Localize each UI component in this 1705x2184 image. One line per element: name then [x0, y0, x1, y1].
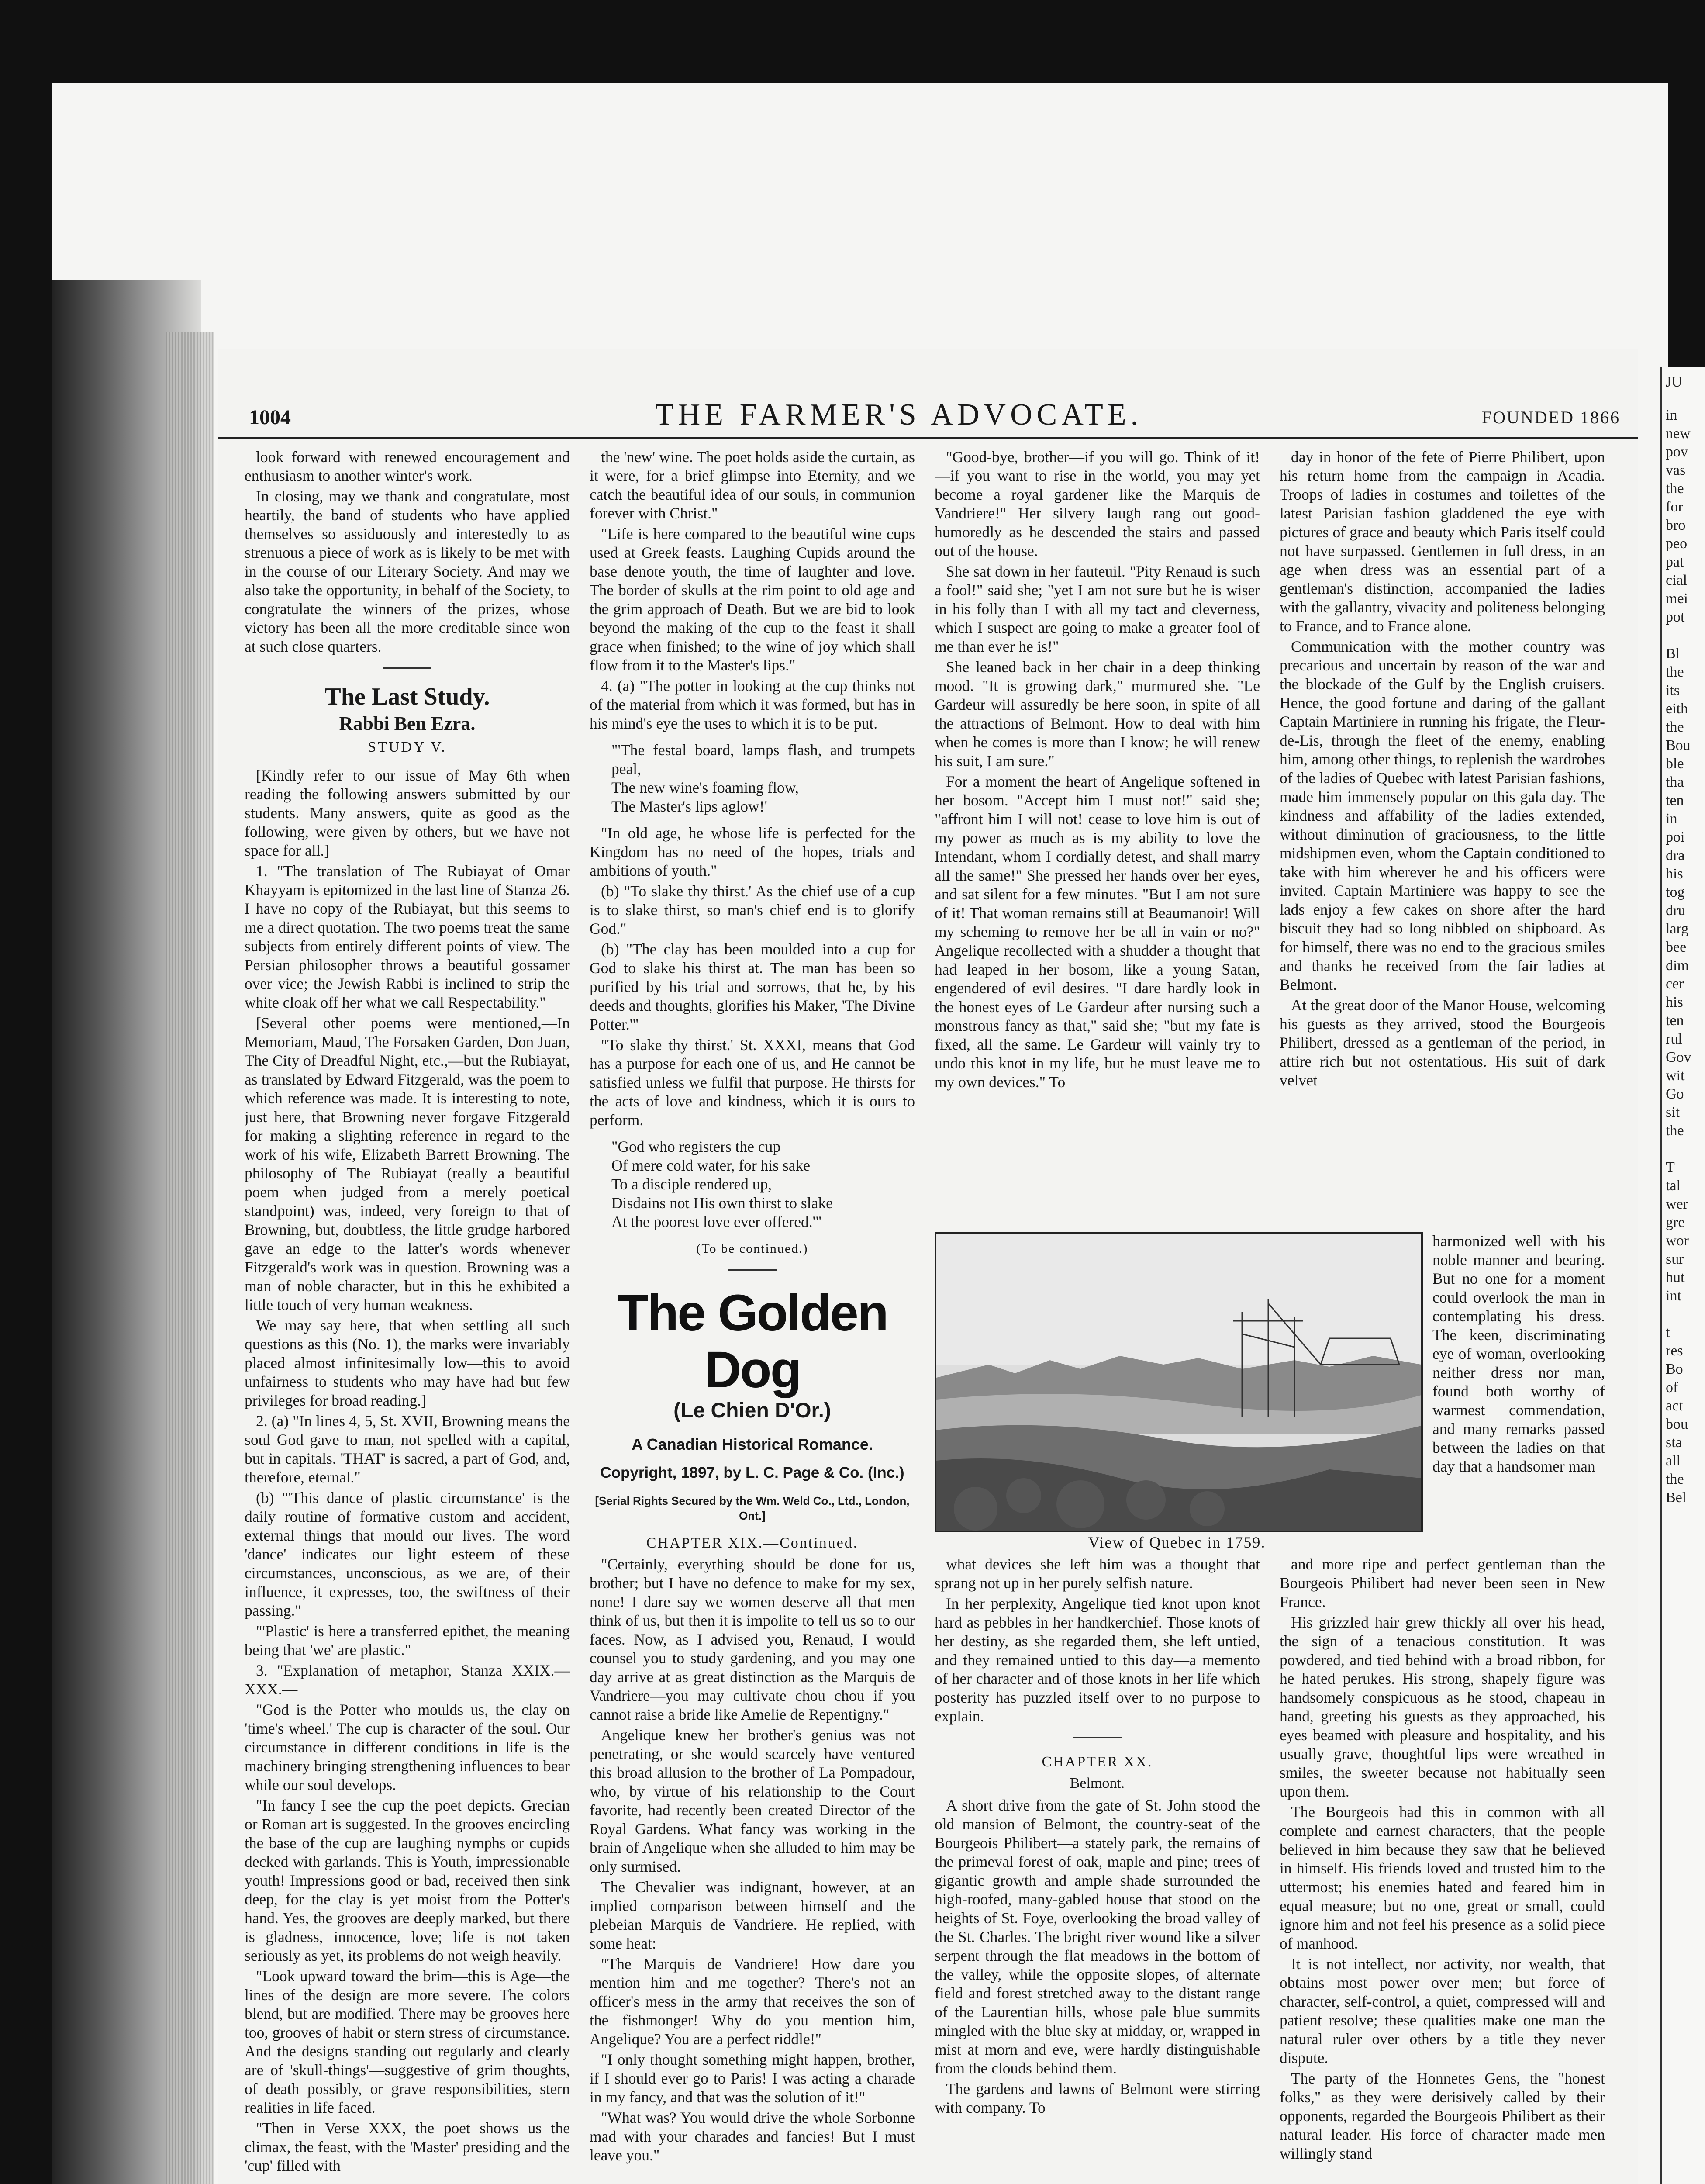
next-page-fragment: peo: [1666, 536, 1688, 552]
page-header: [218, 397, 1638, 439]
paragraph: The Bourgeois had this in common with all complete and earnest characters, that the people believed in him because they saw that he believed in himself. His friends loved and trusted him to the uttermost; his enemies hated and feared him in equal measure; but no one, great or small, could ignore him and not feel his presence as a solid piece of manhood.: [1280, 1803, 1605, 1952]
next-page-fragment: Bou: [1666, 737, 1691, 753]
next-page-fragment: his: [1666, 866, 1683, 882]
next-page-fragment: vas: [1666, 462, 1686, 478]
next-page-fragment: wer: [1666, 1196, 1688, 1212]
next-page-fragment: Go: [1666, 1086, 1684, 1102]
paragraph: She sat down in her fauteuil. "Pity Renaud is such a fool!" said she; "yet I am not sure but he is wiser in his folly than I with all my tact and cleverness, which I suspect are going to make a greater fool of me than ever he is!": [935, 563, 1260, 655]
next-page-fragment: hut: [1666, 1269, 1685, 1286]
next-page-fragment: wit: [1666, 1068, 1685, 1084]
next-page-fragment: Bo: [1666, 1361, 1683, 1377]
next-page-fragment: t: [1666, 1324, 1670, 1341]
next-page-fragment: in: [1666, 407, 1677, 423]
paragraph: "The Marquis de Vandriere! How dare you mention him and me together? There's not an officer's mess in the army that receives the son of the fishmonger! Why do you mention him, Angelique? You are a perfect riddle!": [590, 1955, 915, 2048]
paragraph: "I only thought something might happen, brother, if I should ever go to Paris! I was acting a charade in my fancy, and that was the solution of it!": [590, 2051, 915, 2106]
body-bottom: [935, 1555, 1260, 1726]
poem-line: Of mere cold water, for his sake: [611, 1157, 810, 1174]
running-title: THE FARMER'S ADVOCATE.: [655, 398, 1143, 432]
paragraph: A short drive from the gate of St. John stood the old mansion of Belmont, the country-seat of the Bourgeois Philibert—a stately park, the remains of the primeval forest of oak, maple and pine; trees of gigantic growth and ample shade surrounded the high-roofed, many-gabled house that stood on the heights of St. Foye, overlooking the broad valley of the St. Charles. The bright river wound like a silver serpent through the flat meadows in the bottom of the valley, while the opposite slopes, of alternate field and forest stretched away to the distant range of the Laurentian hills, whose pale blue summits mingled with the blue sky at midday, or, wrapped in mist at morn and eve, were hardly distinguishable from the clouds behind them.: [935, 1797, 1260, 2077]
next-page-fragment: its: [1666, 682, 1680, 698]
paragraph: [Kindly refer to our issue of May 6th when reading the following answers submitted by our students. Many answers, quite as good as the following, were given by others, but we have not space for all.]: [245, 767, 570, 859]
next-page-fragment: the: [1666, 1123, 1684, 1139]
paragraph: "Look upward toward the brim—this is Age—the lines of the design are more severe. The colors blend, but are modified. There may be grooves here too, grooves of habit or stern stress of circumstance. And the designs standing out regularly and clearly are of 'skull-things'—suggestive of grim thoughts, of death possibly, or grave responsibilities, stern realities in life faced.: [245, 1967, 570, 2116]
poem-line: To a disciple rendered up,: [611, 1175, 772, 1193]
next-page-header: JU: [1666, 374, 1682, 390]
paragraph: The party of the Honnetes Gens, the "honest folks," as they were derisively called by their opponents, regarded the Bourgeois Philibert as their natural leader. His force of character made men willingly stand: [1280, 2070, 1605, 2162]
next-page-fragment: rul: [1666, 1031, 1682, 1047]
serial-subtitle: (Le Chien D'Or.): [673, 1399, 831, 1422]
founded-label: FOUNDED 1866: [1481, 408, 1620, 427]
next-page-fragment: pat: [1666, 554, 1684, 570]
paragraph: 2. (a) "In lines 4, 5, St. XVII, Browning means the soul God gave to man, not spelled with a capital, but in capitals. 'THAT' is sacred, a part of God, and, therefore, eternal.": [245, 1412, 570, 1486]
paragraph: "In old age, he whose life is perfected for the Kingdom has no need of the hopes, trials and ambitions of youth.": [590, 824, 915, 879]
paragraph: The Chevalier was indignant, however, at an implied comparison between himself and the plebeian Marquis de Vandriere. He replied, with some heat:: [590, 1878, 915, 1952]
paragraph: look forward with renewed encouragement and enthusiasm to another winter's work.: [245, 448, 570, 484]
poem-line: Disdains not His own thirst to slake: [611, 1194, 833, 1212]
poem-line: At the poorest love ever offered.'": [611, 1213, 822, 1230]
next-page-fragment: all: [1666, 1453, 1681, 1469]
next-page-fragment: pot: [1666, 609, 1685, 625]
next-page-strip: [1660, 367, 1705, 2184]
serial-romance: A Canadian Historical Romance.: [632, 1435, 873, 1453]
poem-line: The new wine's foaming flow,: [611, 779, 799, 796]
next-page-fragment: dra: [1666, 847, 1685, 864]
next-page-fragment: int: [1666, 1288, 1681, 1304]
body-top: [935, 448, 1260, 1092]
body-top: [1280, 448, 1605, 1090]
page-number: 1004: [249, 406, 291, 429]
paragraph: At the great door of the Manor House, welcoming his guests as they arrived, stood the Bourgeois Philibert, dressed as a gentleman of the period, in attire rich but not ostentatious. His suit of dark velvet: [1280, 996, 1605, 1089]
poem-quote-2: [590, 1137, 915, 1231]
next-page-fragment: tha: [1666, 774, 1684, 790]
next-page-fragment: Gov: [1666, 1049, 1691, 1065]
next-page-fragment: the: [1666, 1471, 1684, 1487]
paragraph: Angelique knew her brother's genius was not penetrating, or she would scarcely have ventured this broad allusion to the brother of La Pompadour, who, by virtue of his relationship to the Court favorite, had recently been created Director of the Royal Gardens. What fancy was working in the brain of Angelique when she alluded to him may be only surmised.: [590, 1726, 915, 1875]
next-page-fragment: for: [1666, 499, 1683, 515]
next-page-fragment: eith: [1666, 701, 1688, 717]
next-page-fragment: poi: [1666, 829, 1685, 845]
to-be-continued: (To be continued.): [696, 1241, 808, 1256]
paragraph: and more ripe and perfect gentleman than the Bourgeois Philibert had never been seen in New France.: [1280, 1555, 1605, 1610]
next-page-fragment: cial: [1666, 572, 1688, 588]
paragraph: (b) "To slake thy thirst.' As the chief use of a cup is to slake thirst, so man's chief end is to glorify God.": [590, 882, 915, 937]
next-page-fragment: the: [1666, 719, 1684, 735]
quebec-view-image: [936, 1234, 1421, 1531]
paragraph: (b) "'This dance of plastic circumstance' is the daily routine of formative custom and accident, external things that mould our lives. The word 'dance' indicates our light esteem of these circumstances, unconscious, as we are, of their influence, it expresses, too, the swiftness of their passing.": [245, 1489, 570, 1619]
next-page-fragment: Bl: [1666, 646, 1680, 662]
paragraph: In her perplexity, Angelique tied knot upon knot hard as pebbles in her handkerchief. Those knots of her destiny, as she regarded them, she left untied, and they remained untied to this day—a memento of her character and of those knots in her life which posterity has puzzled itself over to no purpose to explain.: [935, 1595, 1260, 1725]
newspaper-page: [218, 349, 1638, 2184]
body-end: [935, 1796, 1260, 2117]
body-mid: [590, 824, 915, 1130]
paragraph: "In fancy I see the cup the poet depicts. Grecian or Roman art is suggested. In the grooves encircling the base of the cup are laughing nymphs or cupids decked with garlands. This is Youth, impressionable youth! Impressions good or bad, received then sink deep, for the clay is yet moist from the Potter's hand. Yes, the grooves are deeply marked, but there is gladness, innocence, love; life is not taken seriously as yet, its problems do not weigh heavily.: [245, 1797, 570, 1964]
paragraph: "God is the Potter who moulds us, the clay on 'time's wheel.' The cup is character of the soul. Our circumstance in different conditions in life is the machinery bringing strengthening influences to bear while our soul develops.: [245, 1701, 570, 1794]
side-paragraph: harmonized well with his noble manner and bearing. But no one for a moment could overlook the man in contemplating his dress. The keen, discriminating eye of woman, overlooking neither dress nor man, found both worthy of warmest commendation, and many remarks passed between the ladies on that day that a handsomer man: [1432, 1232, 1605, 1475]
divider: [383, 667, 431, 669]
serial-rights: [Serial Rights Secured by the Wm. Weld Co., Ltd., London, Ont.]: [595, 1494, 910, 1522]
next-page-fragment: [1662, 1140, 1705, 1158]
poem-line: "'The festal board, lamps flash, and trumpets peal,: [611, 741, 915, 778]
paragraph: what devices she left him was a thought that sprang not up in her purely selfish nature.: [935, 1555, 1260, 1592]
column-3-top: [935, 448, 1260, 1230]
poem-line: The Master's lips aglow!': [611, 798, 767, 815]
next-page-fragment: cer: [1666, 976, 1684, 992]
paragraph: 4. (a) "The potter in looking at the cup thinks not of the material from which it was formed, but has in his mind's eye the uses to which it is to be put.: [590, 677, 915, 732]
paragraph: (b) "The clay has been moulded into a cup for God to slake his thirst at. The man has been so purified by his trial and sorrows, that he, by his deeds and thoughts, glorifies his Maker, 'The Divine Potter.'": [590, 940, 915, 1033]
paragraph: It is not intellect, nor activity, nor wealth, that obtains most power over men; but force of character, self-control, a quiet, compressed will and patient resolve; these qualities make one man the natural ruler over others by a title they never dispute.: [1280, 1955, 1605, 2067]
poem-quote-1: [590, 741, 915, 816]
next-page-fragment: ten: [1666, 1013, 1684, 1029]
page-edges: [166, 332, 214, 2184]
paragraph: "To slake thy thirst.' St. XXXI, means that God has a purpose for each one of us, and He cannot be satisfied unless we fulfil that purpose. He thirsts for the acts of love and kindness, which it is ours to perform.: [590, 1036, 915, 1129]
next-page-fragment: gre: [1666, 1214, 1685, 1230]
section-title: The Last Study.: [324, 683, 490, 710]
paragraph: "Certainly, everything should be done for us, brother; but I have no defence to make for my sex, none! I dare say we women deserve all that men think of us, but then it is impolite to tell us so to our faces. Now, as I advised you, Renaud, I would counsel you to study gardening, and you may one day arrive at as great distinction as the Marquis de Vandriere—you may cultivate chou chou if you cannot raise a bride like Amelie de Repentigny.": [590, 1555, 915, 1723]
paragraph: For a moment the heart of Angelique softened in her bosom. "Accept him I must not!" said she; "affront him I will not! cease to love him is out of my power as much as is my ability to love the Intendant, whom I cordially detest, and shall marry all the same!" She pressed her hands over her eyes, and sat silent for a few minutes. "But I am not sure of it! That woman remains still at Beaumanoir! Will my scheming to remove her be all in vain or no?" Angelique recollected with a shudder a thought that had leaped in her bosom, like a young Satan, engendered of evil desires. "I dare hardly look in the honest eyes of Le Gardeur after nursing such a monstrous fancy as that," said she; "but my fate is fixed, all the same. Le Gardeur will vainly try to undo this knot in my life, but he must leave me to my own devices." To: [935, 773, 1260, 1091]
next-page-fragment: larg: [1666, 921, 1689, 937]
paragraph: 1. "The translation of The Rubiayat of Omar Khayyam is epitomized in the last line of Stanza 26. I have no copy of the Rubiayat, but this seems to me a direct quotation. The two poems treat the same subjects from entirely different points of view. The Persian philosopher throws a beautiful gossamer over vice; the Jewish Rabbi is inclined to strip the white cloak off her what we call Respectability.": [245, 862, 570, 1011]
next-page-fragment: mei: [1666, 591, 1688, 607]
paragraph: She leaned back in her chair in a deep thinking mood. "It is growing dark," murmured she. "Le Gardeur will assuredly be here soon, in spite of all the attractions of Belmont. How to deal with him when he comes is more than I know; he will renew his suit, I am sure.": [935, 658, 1260, 770]
next-page-fragment: [1662, 1305, 1705, 1324]
paragraph: We may say here, that when settling all such questions as this (No. 1), the marks were invariably placed almost infinitesimally low—this to avoid unfairness to students who may have had but few privileges for broad reading.]: [245, 1317, 570, 1409]
next-page-fragment: res: [1666, 1343, 1683, 1359]
next-page-fragment: bee: [1666, 939, 1687, 955]
chapter-place: Belmont.: [1070, 1775, 1125, 1791]
next-page-fragment: sta: [1666, 1434, 1682, 1451]
divider: [728, 1269, 777, 1271]
next-page-fragment: bou: [1666, 1416, 1688, 1432]
column-3-bottom: [935, 1555, 1260, 2184]
study-body: [245, 766, 570, 2175]
section-study: STUDY V.: [368, 739, 447, 755]
paragraph: [Several other poems were mentioned,—In Memoriam, Maud, The Forsaken Garden, Don Juan, The City of Dreadful Night, etc.,—but the Rubiayat, as translated by Edward Fitzgerald, was the poem to which reference was made. It is interesting to note, just here, that Browning never forgave Fitzgerald for making a slighting reference in regard to the work of his wife, Elizabeth Barrett Browning. The philosophy of The Rubiayat (really a beautiful poem when judged from a merely poetical standpoint) was, indeed, very foreign to that of Browning, but, doubtless, the little grudge harbored gave an edge to the latter's words whenever Fitzgerald's work was in question. Browning was a man of noble character, but in this he exhibited a little touch of very human weakness.: [245, 1014, 570, 1313]
column-1: [245, 448, 570, 2184]
next-page-fragment: new: [1666, 425, 1691, 442]
paragraph: Communication with the mother country was precarious and uncertain by reason of the war and the blockade of the Gulf by the English cruisers. Hence, the good fortune and daring of the gallant Captain Martiniere in running his frigate, the Fleur-de-Lis, through the fleet of the enemy, enabling him, among other things, to replenish the wardrobes of the ladies of Quebec with latest Parisian fashions, made him immensely popular on this gala day. The kindness and affability of the ladies extended, without diminution of graciousness, to the little midshipmen even, whom the Captain conditioned to take with him wherever he and his officers were invited. Captain Martiniere was happy to see the lads enjoy a few cakes on shore after the hard biscuit they had so long nibbled on shipboard. As for himself, there was no end to the gracious smiles and thanks he received from the fair ladies at Belmont.: [1280, 638, 1605, 993]
paragraph: His grizzled hair grew thickly all over his head, the sign of a tenacious constitution. It was powdered, and tied behind with a broad ribbon, for he hated perukes. His strong, shapely figure was handsomely conspicuous as he stood, chapeau in hand, greeting his guests as they approached, his eyes beamed with pleasure and hospitality, and his usually grave, thoughtful lips were wreathed in smiles, the sweeter because not habitually seen upon them.: [1280, 1614, 1605, 1800]
chapter-heading: CHAPTER XIX.—Continued.: [646, 1535, 859, 1551]
next-page-fragment: the: [1666, 480, 1684, 497]
next-page-fragment: his: [1666, 994, 1683, 1010]
next-page-fragment: dim: [1666, 957, 1689, 974]
next-page-fragment: tal: [1666, 1178, 1681, 1194]
body-bottom: [590, 1555, 915, 2165]
body-top: [590, 448, 915, 733]
next-page-fragment: wor: [1666, 1233, 1689, 1249]
next-page-fragment: ble: [1666, 756, 1684, 772]
body-bottom: [1280, 1555, 1605, 2163]
column-4-top: [1280, 448, 1605, 1230]
column-4-bottom: [1280, 1555, 1605, 2184]
next-page-fragment: dru: [1666, 902, 1686, 919]
chapter-heading: CHAPTER XX.: [1042, 1754, 1153, 1770]
next-page-fragment: act: [1666, 1398, 1683, 1414]
paragraph: In closing, may we thank and congratulate, most heartily, the band of students who have applied themselves so assiduously and interestedly to as strenuous a piece of work as is likely to be met with in the course of our Literary Society. And may we also take the opportunity, in behalf of the Society, to congratulate the winners of the prizes, whose victory has been all the more creditable since won at such close quarters.: [245, 487, 570, 655]
next-page-fragment: sit: [1666, 1104, 1680, 1120]
next-page-fragment: tog: [1666, 884, 1685, 900]
paragraph: "'Plastic' is here a transferred epithet, the meaning being that 'we' are plastic.": [245, 1622, 570, 1659]
quebec-illustration: [935, 1232, 1423, 1532]
serial-title: The Golden Dog: [617, 1284, 887, 1399]
paragraph: "Then in Verse XXX, the poet shows us the climax, the feast, with the 'Master' presiding and the 'cup' filled with: [245, 2119, 570, 2174]
paragraph: "Life is here compared to the beautiful wine cups used at Greek feasts. Laughing Cupids around the base denote youth, the time of laughter and love. The border of skulls at the rim point to old age and the grim approach of Death. But we are bid to look beyond the making of the cup to the feast it shall grace when finished; to the wine of joy which shall flow from it to the Master's lips.": [590, 525, 915, 674]
poem-line: "God who registers the cup: [611, 1138, 781, 1155]
paragraph: "What was? You would drive the whole Sorbonne mad with your charades and fancies! But I must leave you.": [590, 2109, 915, 2164]
section-subtitle: Rabbi Ben Ezra.: [339, 713, 476, 734]
illustration-caption: View of Quebec in 1759.: [1088, 1534, 1266, 1551]
next-page-fragment: bro: [1666, 517, 1686, 533]
divider: [1073, 1737, 1122, 1738]
paragraph: 3. "Explanation of metaphor, Stanza XXIX.—XXX.—: [245, 1662, 570, 1698]
column-4-side: [1432, 1232, 1605, 1476]
paragraph: The gardens and lawns of Belmont were stirring with company. To: [935, 2080, 1260, 2116]
serial-copyright: Copyright, 1897, by L. C. Page & Co. (Inc.): [600, 1464, 904, 1481]
paragraph: "Good-bye, brother—if you will go. Think of it!—if you want to rise in the world, you may yet become a royal gardener like the Marquis de Vandriere!" Her silvery laugh rang out good-humoredly as he descended the stairs and passed out of the house.: [935, 448, 1260, 560]
intro-text: [245, 448, 570, 656]
next-page-fragment: pov: [1666, 444, 1688, 460]
next-page-fragment: Bel: [1666, 1489, 1687, 1506]
paragraph: the 'new' wine. The poet holds aside the curtain, as it were, for a brief glimpse into Eternity, and we catch the beautiful idea of our souls, in communion forever with Christ.": [590, 448, 915, 522]
next-page-fragment: the: [1666, 664, 1684, 680]
next-page-fragment: T: [1666, 1159, 1675, 1175]
next-page-fragment: of: [1666, 1379, 1678, 1396]
paragraph: day in honor of the fete of Pierre Philibert, upon his return home from the campaign in Acadia. Troops of ladies in costumes and toilettes of the latest Parisian fashion gladdened the eye with pictures of grace and beauty which Paris itself could not have surpassed. Gentlemen in full dress, in an age when dress was an essential part of a gentleman's distinction, accompanied the ladies with the gallantry, vivacity and politeness belonging to France, and to France alone.: [1280, 448, 1605, 635]
next-page-fragment: in: [1666, 811, 1677, 827]
next-page-fragment: ten: [1666, 792, 1684, 809]
next-page-fragment: sur: [1666, 1251, 1684, 1267]
column-2: [590, 448, 915, 2184]
next-page-fragment: [1662, 626, 1705, 645]
